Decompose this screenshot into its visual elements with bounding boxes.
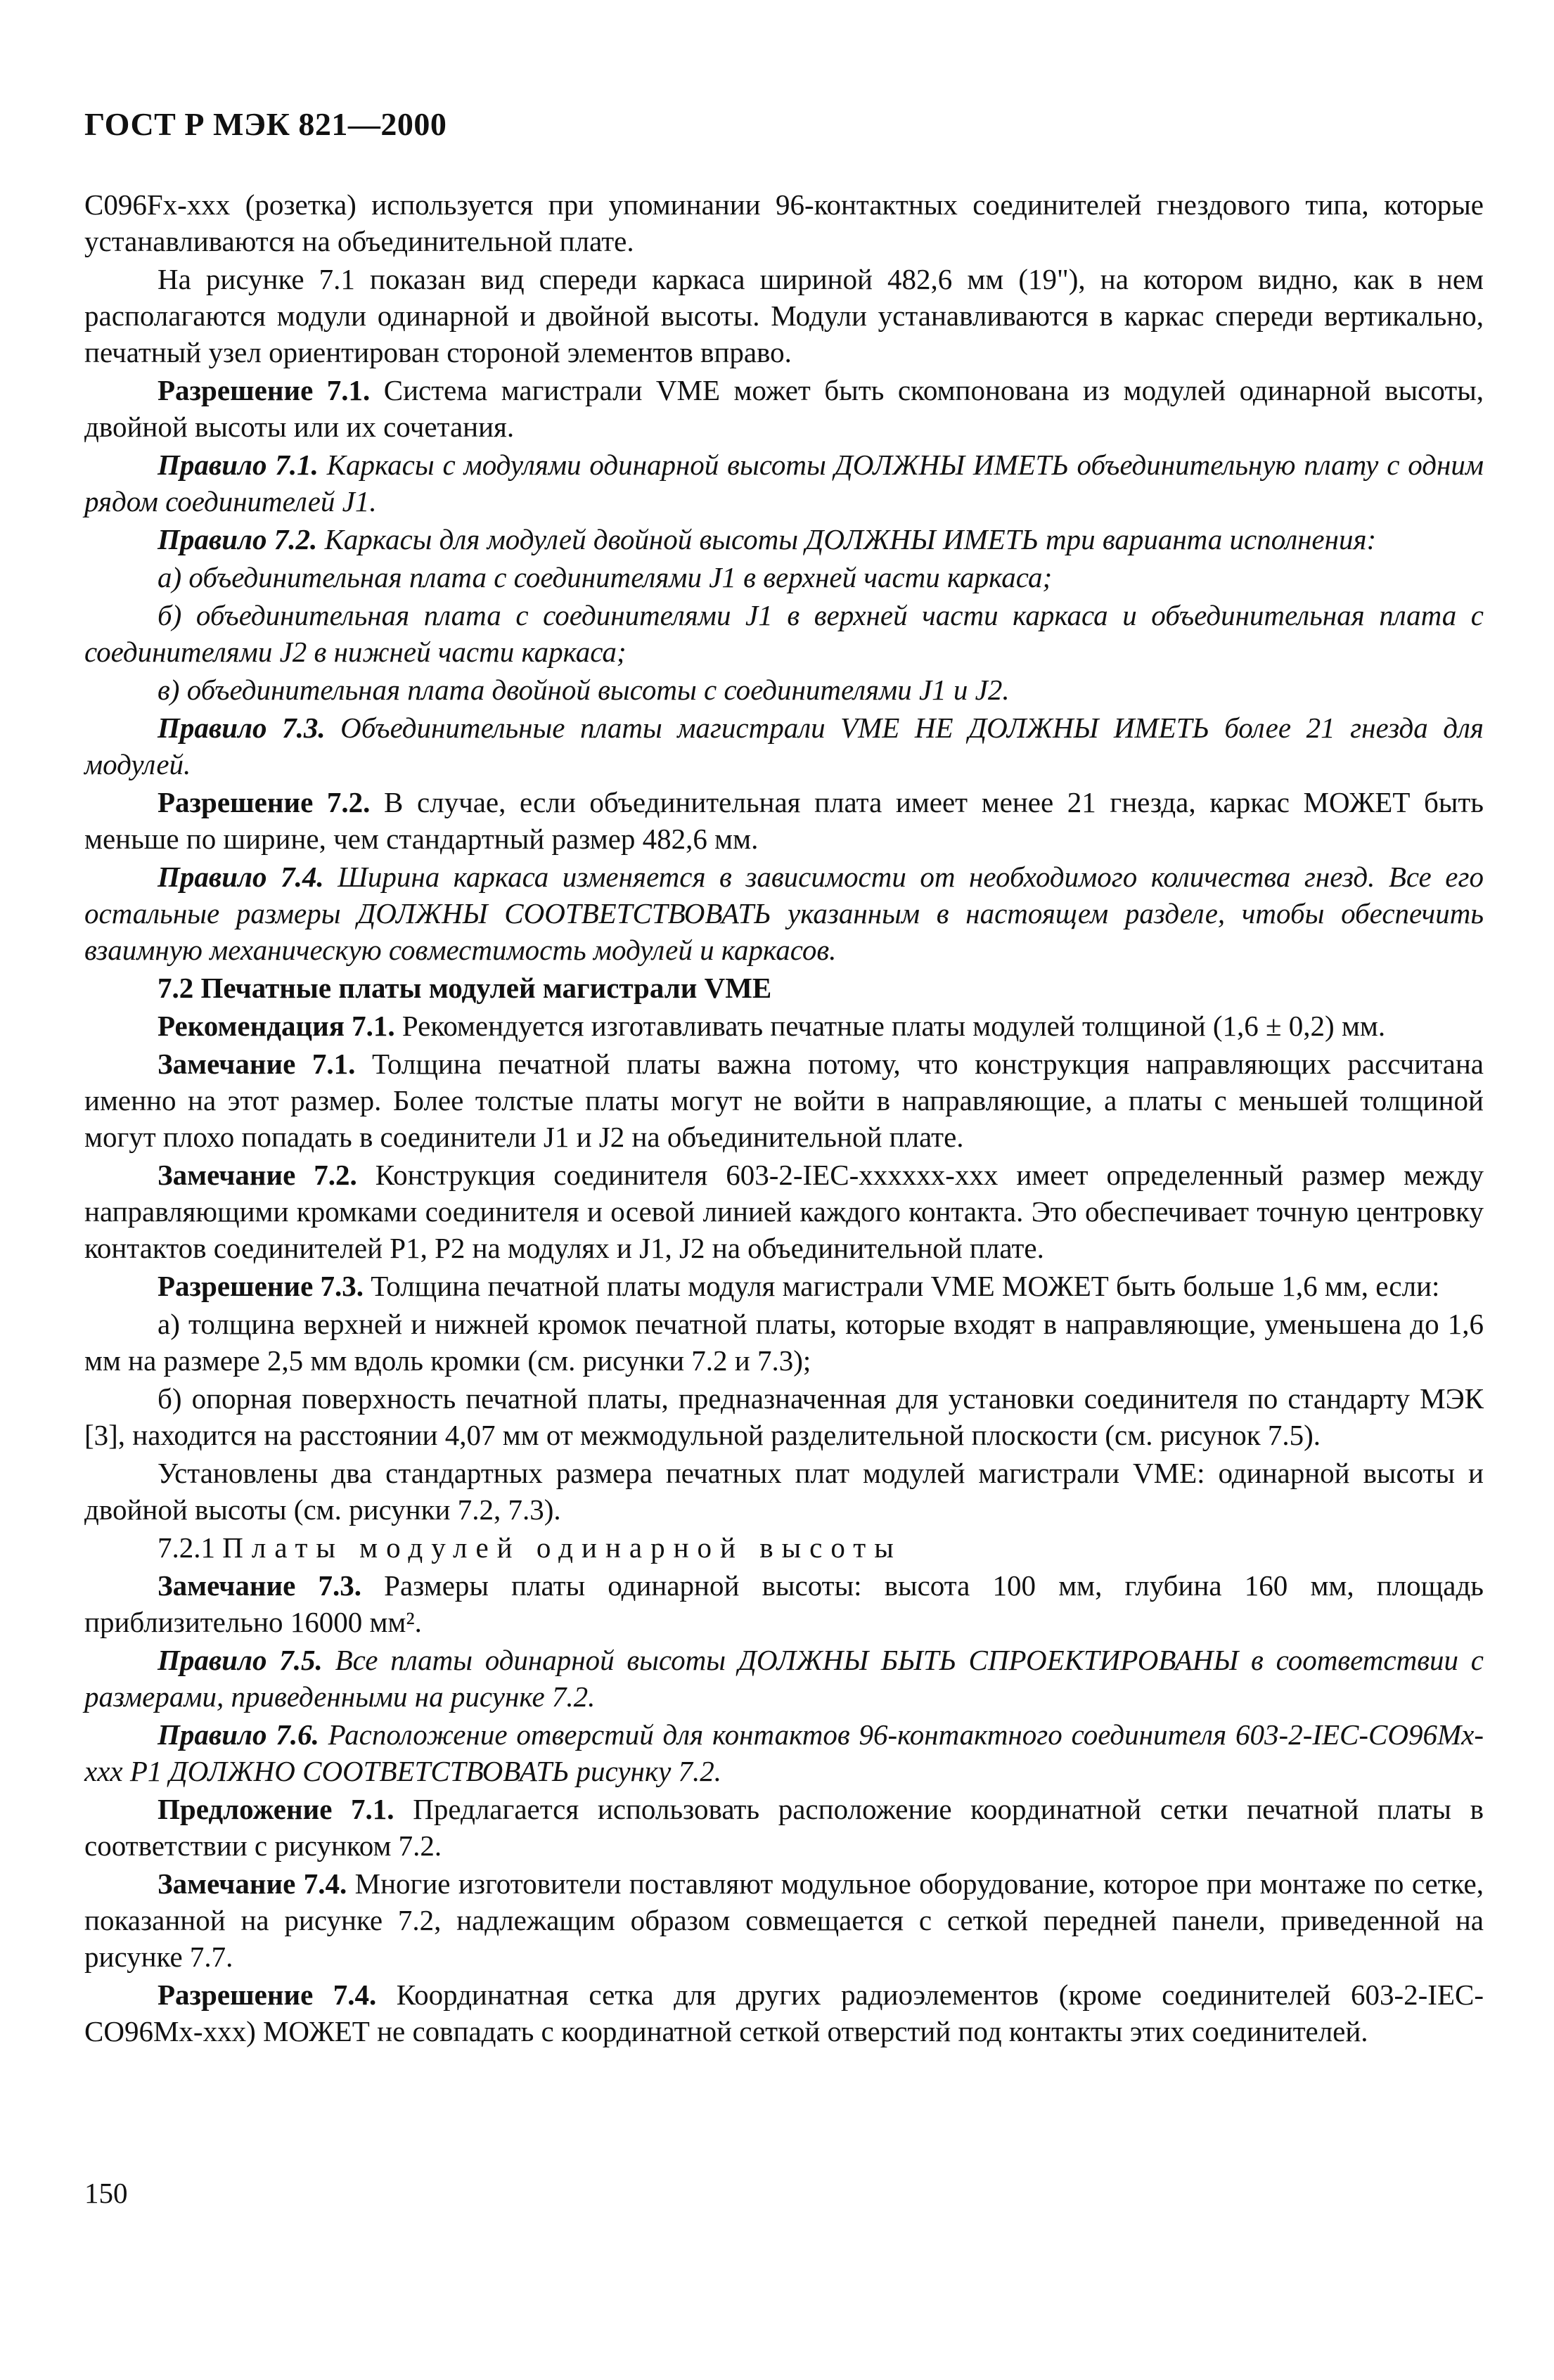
note-text: Толщина печатной платы важна потому, что конструкция направляющих рассчитана именно на этот размер. Более толстые платы могут не войти в направляющие, а платы с меньшей толщиной могут плохо попадать в соединители J1 и J2 на объединительной плате. [84,1048,1484,1153]
note-7-3 [84,1567,1484,1640]
subsection-number: 7.2.1 [158,1531,215,1564]
rule-7-2 [84,521,1484,558]
permission-label: Разрешение 7.1. [158,374,371,406]
rule-label: Правило 7.1. [158,449,319,481]
note-label: Замечание 7.2. [158,1159,357,1191]
permission-label: Разрешение 7.3. [158,1270,364,1302]
paragraph-continuation: С096Fx-xxx (розетка) используется при упоминании 96-контактных соединителей гнездового типа, которые устанавливаются на объединительной плате. [84,188,1484,257]
list-item-c: в) объединительная плата двойной высоты с соединителями J1 и J2. [158,674,1010,706]
list-item-a: а) объединительная плата с соединителями J1 в верхней части каркаса; [158,561,1053,593]
permission-7-4 [84,1976,1484,2050]
rule-label: Правило 7.4. [158,861,324,893]
note-label: Замечание 7.4. [158,1867,347,1900]
proposal-7-1 [84,1791,1484,1864]
paragraph-standard-sizes: Установлены два стандартных размера печатных плат модулей магистрали VME: одинарной высоты и двойной высоты (см. рисунки 7.2, 7.3). [84,1457,1484,1526]
rule-text: Каркасы для модулей двойной высоты ДОЛЖНЫ ИМЕТЬ три варианта исполнения: [317,523,1377,555]
rule-text: Объединительные платы магистрали VME НЕ ДОЛЖНЫ ИМЕТЬ более 21 гнезда для модулей. [84,712,1484,780]
note-7-2 [84,1157,1484,1266]
rule-text: Расположение отверстий для контактов 96-контактного соединителя 603-2-IEC-CO96Mx-xxx P1 ДОЛЖНО СООТВЕТСТВОВАТЬ рисунку 7.2. [84,1718,1484,1787]
permission-label: Разрешение 7.2. [158,786,371,818]
recommendation-label: Рекомендация 7.1. [158,1010,395,1042]
permission-7-2 [84,784,1484,857]
note-7-1 [84,1046,1484,1155]
note-text: Конструкция соединителя 603-2-IEC-xxxxxx-xxx имеет определенный размер между направляющими кромками соединителя и осевой линией каждого контакта. Это обеспечивает точную центровку контактов соединителей P1, P2 на модулях и J1, J2 на объединительной плате. [84,1159,1484,1264]
rule-7-4 [84,858,1484,968]
subsection-heading [84,1529,1484,1566]
rule-label: Правило 7.3. [158,712,326,744]
rule-7-3 [84,709,1484,783]
rule-label: Правило 7.2. [158,523,318,555]
rule-7-1 [84,446,1484,520]
condition-b: б) опорная поверхность печатной платы, предназначенная для установки соединителя по стандарту МЭК [3], находится на расстоянии 4,07 мм от межмодульной разделительной плоскости (см. рисунок 7.5). [84,1382,1484,1451]
subsection-title: Платы модулей одинарной высоты [222,1531,902,1564]
permission-text: В случае, если объединительная плата имеет менее 21 гнезда, каркас МОЖЕТ быть меньше по ширине, чем стандартный размер 482,6 мм. [84,786,1484,855]
note-text: Многие изготовители поставляют модульное оборудование, которое при монтаже по сетке, показанной на рисунке 7.2, надлежащим образом совмещается с сеткой передней панели, приведенной на рисунке 7.7. [84,1867,1484,1973]
note-label: Замечание 7.1. [158,1048,356,1080]
rule-text: Все платы одинарной высоты ДОЛЖНЫ БЫТЬ СПРОЕКТИРОВАНЫ в соответствии с размерами, приведенными на рисунке 7.2. [84,1644,1484,1713]
rule-7-6 [84,1716,1484,1789]
permission-text: Координатная сетка для других радиоэлементов (кроме соединителей 603-2-IEC-CO96Mx-xxx) МОЖЕТ не совпадать с координатной сеткой отверстий под контакты этих соединителей. [84,1979,1484,2047]
proposal-text: Предлагается использовать расположение координатной сетки печатной платы в соответствии с рисунком 7.2. [84,1793,1484,1862]
rule-label: Правило 7.6. [158,1718,319,1751]
condition-a: а) толщина верхней и нижней кромок печатной платы, которые входят в направляющие, уменьшена до 1,6 мм на размере 2,5 мм вдоль кромки (см. рисунки 7.2 и 7.3); [84,1308,1484,1377]
permission-7-3 [84,1268,1484,1304]
list-item-b: б) объединительная плата с соединителями J1 в верхней части каркаса и объединительная плата с соединителями J2 в нижней части каркаса; [84,599,1484,668]
page-number: 150 [84,2177,128,2209]
rule-text: Каркасы с модулями одинарной высоты ДОЛЖНЫ ИМЕТЬ объединительную плату с одним рядом соединителей J1. [84,449,1484,517]
note-text: Размеры платы одинарной высоты: высота 100 мм, глубина 160 мм, площадь приблизительно 16000 мм². [84,1569,1484,1638]
document-body [84,186,1484,2051]
proposal-label: Предложение 7.1. [158,1793,394,1825]
section-heading: 7.2 Печатные платы модулей магистрали VME [158,972,772,1004]
permission-7-1 [84,372,1484,445]
rule-7-5 [84,1642,1484,1715]
rule-text: Ширина каркаса изменяется в зависимости от необходимого количества гнезд. Все его остальные размеры ДОЛЖНЫ СООТВЕТСТВОВАТЬ указанным в настоящем разделе, чтобы обеспечить взаимную механическую совместимость модулей и каркасов. [84,861,1484,966]
permission-text: Система магистрали VME может быть скомпонована из модулей одинарной высоты, двойной высоты или их сочетания. [84,374,1484,443]
permission-text: Толщина печатной платы модуля магистрали VME МОЖЕТ быть больше 1,6 мм, если: [364,1270,1440,1302]
note-label: Замечание 7.3. [158,1569,361,1602]
recommendation-text: Рекомендуется изготавливать печатные платы модулей толщиной (1,6 ± 0,2) мм. [394,1010,1386,1042]
recommendation-7-1 [84,1008,1484,1044]
document-header: ГОСТ Р МЭК 821—2000 [84,106,447,142]
note-7-4 [84,1865,1484,1975]
permission-label: Разрешение 7.4. [158,1979,377,2011]
paragraph-figure-description: На рисунке 7.1 показан вид спереди каркаса шириной 482,6 мм (19"), на котором видно, как в нем располагаются модули одинарной и двойной высоты. Модули устанавливаются в каркас спереди вертикально, печатный узел ориентирован стороной элементов вправо. [84,263,1484,368]
rule-label: Правило 7.5. [158,1644,323,1676]
